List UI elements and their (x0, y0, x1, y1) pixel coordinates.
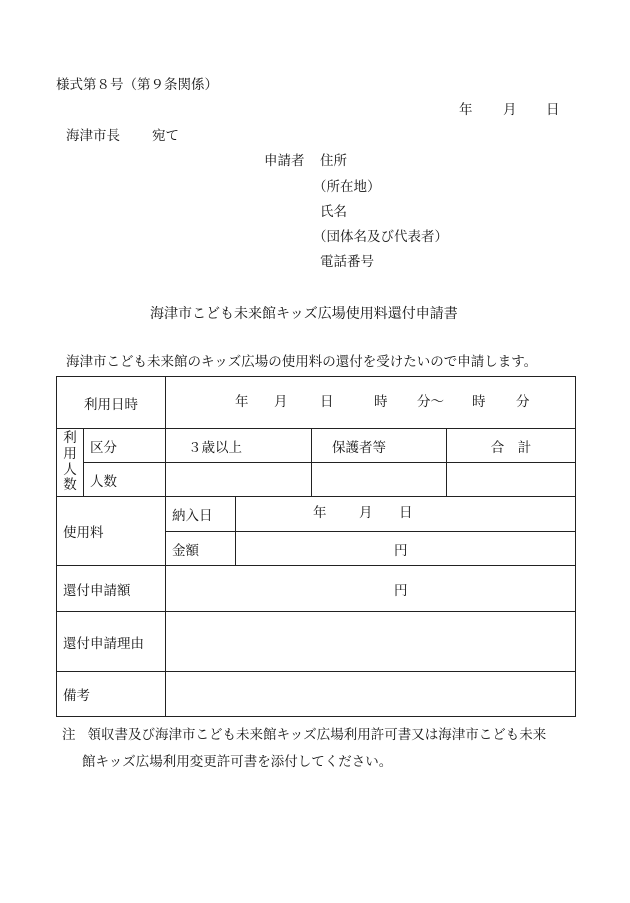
refund-reason-row (57, 612, 576, 672)
dt-year: 年 (235, 393, 249, 410)
count-row (57, 463, 576, 497)
dt-minute-start: 分～ (417, 393, 444, 410)
date-day-label: 日 (546, 102, 560, 118)
refund-reason-label: 還付申請理由 (57, 612, 166, 672)
applicant-label: 申請者 (264, 153, 305, 169)
paid-day: 日 (399, 505, 413, 521)
count-guardian-cell[interactable] (312, 463, 447, 497)
dt-minute-end: 分 (516, 393, 530, 410)
addressee-suffix: 宛て (152, 128, 179, 144)
usage-datetime-row (57, 377, 576, 429)
addressee: 海津市長 (66, 128, 120, 144)
count-age3-cell[interactable] (166, 463, 312, 497)
age3-label: ３歳以上 (166, 429, 312, 463)
paid-date-value[interactable] (236, 497, 576, 532)
usage-datetime-label: 利用日時 (57, 377, 166, 429)
guardian-label: 保護者等 (312, 429, 447, 463)
document-title: 海津市こども未来館キッズ広場使用料還付申請書 (150, 306, 458, 322)
application-table (56, 376, 576, 717)
applicant-address-label: 住所 (320, 153, 347, 169)
intro-text: 海津市こども未来館のキッズ広場の使用料の還付を受けたいので申請します。 (66, 354, 538, 370)
paid-month: 月 (359, 505, 373, 521)
category-row (57, 429, 576, 463)
total-label: 合 計 (447, 429, 576, 463)
dt-day: 日 (320, 393, 334, 410)
date-month-label: 月 (503, 102, 517, 118)
applicant-location-label: （所在地） (313, 179, 381, 195)
remarks-row (57, 672, 576, 717)
form-number: 様式第８号（第９条関係） (56, 77, 218, 93)
remarks-label: 備考 (57, 672, 166, 717)
paid-date-row (57, 497, 576, 532)
fee-label: 使用料 (57, 497, 166, 566)
users-count-label: 利 用 人 数 (57, 429, 84, 497)
count-total-cell[interactable] (447, 463, 576, 497)
count-label: 人数 (84, 463, 166, 497)
dt-hour-end: 時 (472, 393, 486, 410)
applicant-group-label: （団体名及び代表者） (313, 229, 448, 245)
note-line2: 館キッズ広場利用変更許可書を添付してください。 (82, 754, 393, 770)
footnote (62, 722, 582, 776)
dt-hour-start: 時 (374, 393, 388, 410)
note-label: 注 (62, 727, 76, 743)
usage-datetime-value (166, 377, 576, 429)
amount-yen[interactable]: 円 (236, 532, 576, 566)
dt-month: 月 (274, 393, 288, 410)
applicant-name-label: 氏名 (320, 204, 347, 220)
applicant-phone-label: 電話番号 (320, 254, 374, 270)
category-label: 区分 (84, 429, 166, 463)
refund-amount-yen[interactable]: 円 (166, 566, 576, 612)
refund-amount-label: 還付申請額 (57, 566, 166, 612)
remarks-field[interactable] (166, 672, 576, 717)
date-year-label: 年 (459, 102, 473, 118)
paid-year: 年 (313, 505, 327, 521)
refund-amount-row (57, 566, 576, 612)
note-line1: 領収書及び海津市こども未来館キッズ広場利用許可書又は海津市こども未来 (87, 727, 547, 743)
amount-label: 金額 (166, 532, 236, 566)
paid-date-label: 納入日 (166, 497, 236, 532)
refund-reason-field[interactable] (166, 612, 576, 672)
